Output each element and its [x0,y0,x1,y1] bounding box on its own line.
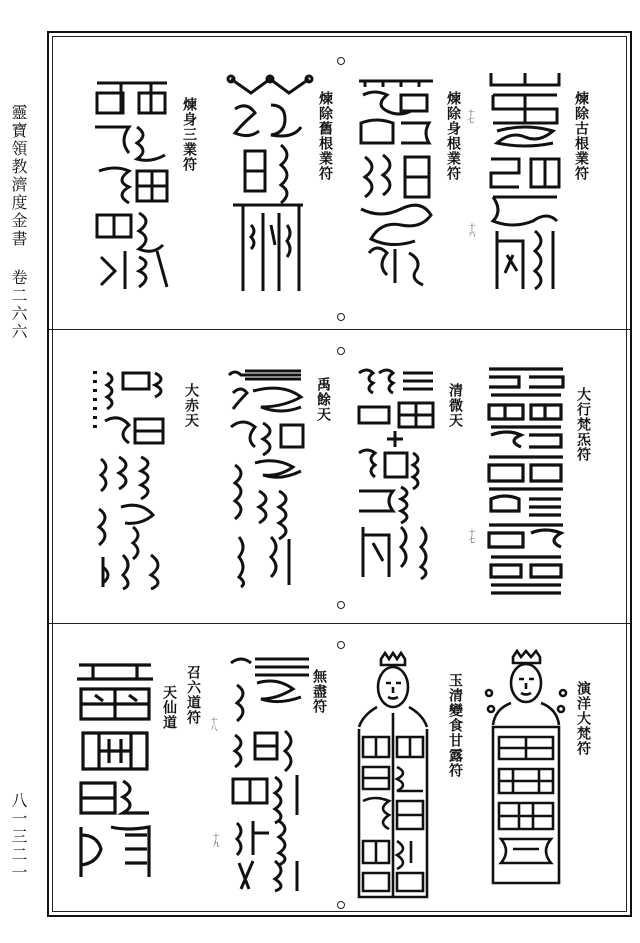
page-mark: 十九 [212,833,220,847]
binding-circle [337,601,345,609]
talisman-label: 大赤天 [183,383,199,428]
page-mark: 十七 [468,529,476,543]
talisman-label: 玉清變食甘露符 [447,673,463,778]
panel-divider [49,329,630,330]
binding-circle [337,641,345,649]
talisman-seal-script [73,659,157,883]
page-number: 八一三二一 [9,792,28,882]
talisman-label: 禹餘天 [315,377,331,422]
talisman-seal-script [227,655,315,895]
page-frame [47,31,632,917]
talisman-seal-script [89,367,181,591]
talisman-seal-script [225,75,315,295]
binding-circle [337,313,345,321]
binding-circle [337,57,345,65]
talisman-label: 天仙道 [161,685,177,730]
talisman-label: 演洋大梵符 [575,681,591,756]
talisman-label: 煉身三業符 [181,97,197,172]
talisman-seal-script [485,365,567,599]
talisman-label: 無盡符 [311,669,327,714]
talisman-seal-script [355,77,437,287]
page-mark: 十六 [468,223,476,237]
page-mark: 十八 [210,717,218,731]
talisman-label: 大行梵炁符 [575,387,591,462]
talisman-seal-script [483,71,567,293]
talisman-label: 召六道符 [185,665,201,725]
page-mark: 十七 [467,109,475,123]
talisman-seal-script [355,367,439,581]
talisman-seal-script [91,79,173,291]
book-title: 靈寶領教濟度金書 卷二六六 [9,104,28,341]
deity-figure-talisman [483,649,569,889]
talisman-label: 煉除舊根業符 [317,91,333,181]
talisman-label: 煉除身根業符 [445,91,461,181]
panel-divider [49,623,630,624]
talisman-seal-script [225,367,309,589]
binding-circle [337,347,345,355]
deity-figure-talisman [349,651,437,901]
talisman-label: 煉除古根業符 [573,91,589,181]
binding-circle [337,901,345,909]
talisman-label: 清微天 [447,383,463,428]
